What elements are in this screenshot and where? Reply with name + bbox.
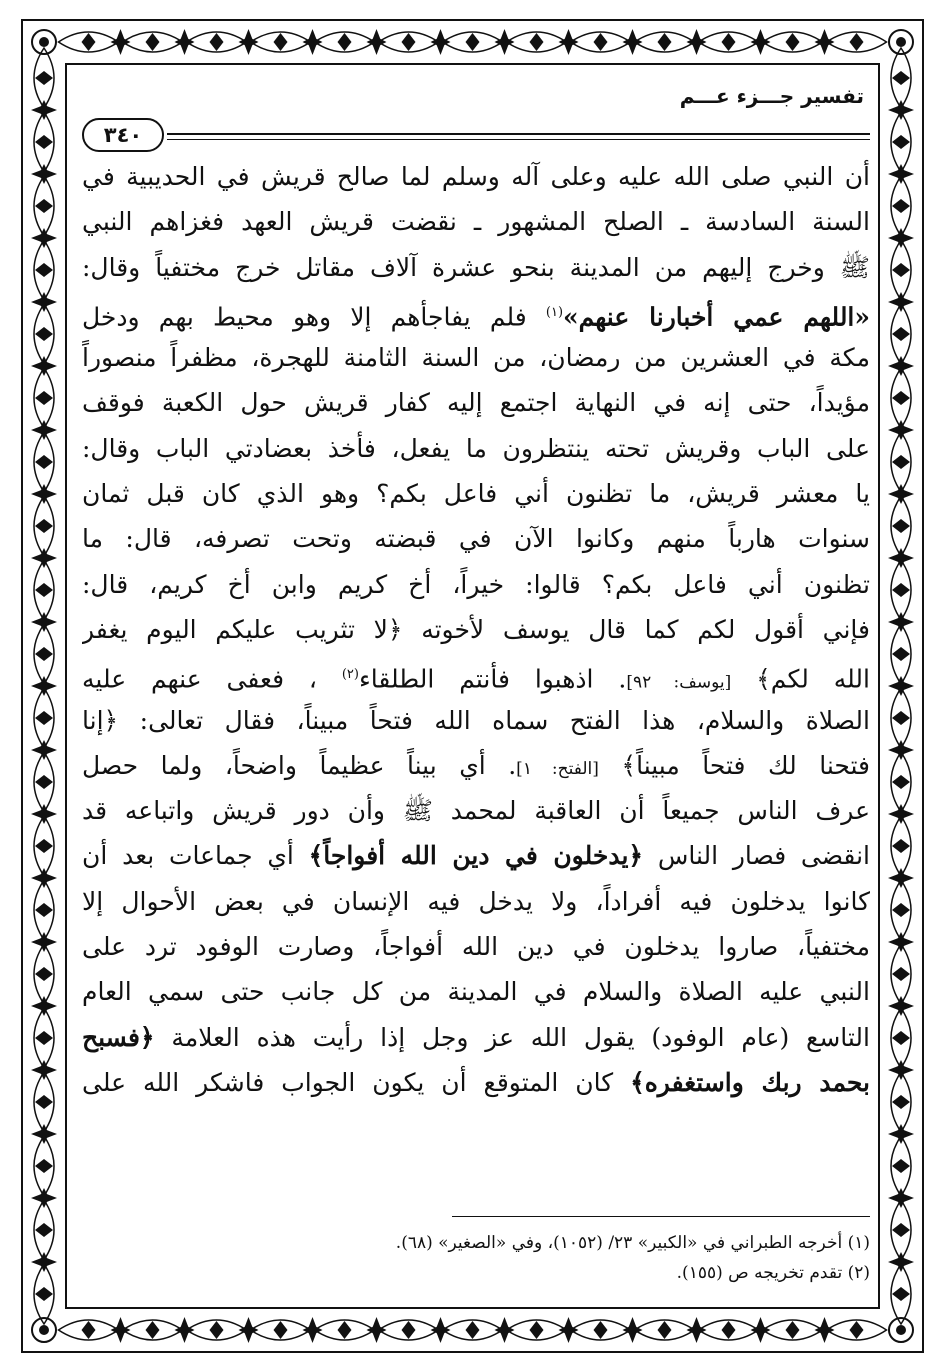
text-line: تظنون أني فاعل بكم؟ قالوا: خيراً، أخ كريم وابن أخ كريم، قال: bbox=[82, 569, 870, 599]
header-rule-thin bbox=[167, 139, 870, 140]
footnote-2: (٢) تقدم تخريجه ص (١٥٥). bbox=[676, 1263, 870, 1283]
footnotes bbox=[82, 1228, 870, 1288]
text-line: التاسع (عام الوفود) يقول الله عز وجل إذا رأيت هذه العلامة ﴿فسبح bbox=[82, 1022, 870, 1052]
text-line: انقضى فصار الناس ﴿يدخلون في دين الله أفواجاً﴾ أي جماعات بعد أن bbox=[82, 841, 870, 871]
page-content bbox=[82, 78, 870, 1304]
verse-quote: ﴿فسبح bbox=[82, 1022, 155, 1052]
page-number-badge: ٣٤٠ bbox=[82, 118, 164, 152]
text-line: على الباب وقريش تحته ينتظرون ما يفعل، فأخذ بعضادتي الباب وقال: bbox=[82, 433, 870, 463]
footnote-separator bbox=[452, 1216, 870, 1217]
running-title: تفسير جـــزء عـــم bbox=[679, 84, 864, 108]
text-line: مختفياً، صاروا يدخلون في دين الله أفواجاً، وصارت الوفود ترد على bbox=[82, 932, 870, 962]
text-line: بحمد ربك واستغفره﴾ كان المتوقع أن يكون الجواب فاشكر الله على bbox=[82, 1067, 870, 1097]
text-line: الله لكم﴾ [يوسف: ٩٢]. اذهبوا فأنتم الطلقاء$^{(٢)}$ ، فعفى عنهم عليه bbox=[82, 664, 870, 694]
text-line: فتحنا لك فتحاً مبيناً﴾ [الفتح: ١]. أي بيناً عظيماً واضحاً، ولما حصل bbox=[82, 750, 870, 780]
text-line: مؤيداً، حتى إنه في النهاية اجتمع إليه كفار قريش حول الكعبة فوقف bbox=[82, 388, 870, 418]
text-line: الصلاة والسلام، هذا الفتح سماه الله فتحاً مبيناً، فقال تعالى: ﴿إنا bbox=[82, 705, 870, 735]
text-line: النبي عليه الصلاة والسلام في المدينة من كل جانب حتى سمي العام bbox=[82, 977, 870, 1007]
hadith-quote: «اللهم عمي أخبارنا عنهم» bbox=[563, 302, 870, 332]
text-line: فإني أقول لكم كما قال يوسف لأخوته ﴿لا تثريب عليكم اليوم يغفر bbox=[82, 614, 870, 644]
text-line: أن النبي صلى الله عليه وعلى آله وسلم لما صالح قريش في الحديبية في bbox=[82, 162, 870, 191]
footnote-ref: (١) bbox=[545, 304, 564, 320]
text-line: «اللهم عمي أخبارنا عنهم»$^{(١)}$ فلم يفاجأهم إلا وهو محيط بهم ودخل bbox=[82, 302, 870, 332]
footnote-1: (١) أخرجه الطبراني في «الكبير» ٢٣/ (١٠٥٢)، وفي «الصغير» (٦٨). bbox=[395, 1233, 870, 1253]
text-line: مكة في العشرين من رمضان، من السنة الثامنة للهجرة، مظفراً منصوراً bbox=[82, 343, 870, 373]
text-line: يا معشر قريش، ما تظنون أني فاعل بكم؟ وهو الذي كان قبل ثمان bbox=[82, 479, 870, 509]
header-rule bbox=[167, 133, 870, 135]
footnote-ref: (٢) bbox=[341, 667, 359, 683]
verse-reference: [الفتح: ١] bbox=[516, 758, 599, 779]
verse-reference: [يوسف: ٩٢] bbox=[626, 672, 732, 693]
page-header bbox=[82, 78, 870, 148]
verse-quote: ﴿يدخلون في دين الله أفواجاً﴾ bbox=[308, 841, 644, 871]
text-line: كانوا يدخلون فيه أفراداً، ولا يدخل فيه الإنسان في بعض الأحوال إلا bbox=[82, 886, 870, 916]
body-text bbox=[82, 154, 870, 1105]
text-line: عرف الناس جميعاً أن العاقبة لمحمد ﷺ وأن دور قريش واتباعه قد bbox=[82, 796, 870, 826]
text-line: سنوات هارباً منهم وكانوا الآن في قبضته وتحت تصرفه، قال: ما bbox=[82, 524, 870, 554]
text-line: ﷺ وخرج إليهم من المدينة بنحو عشرة آلاف مقاتل خرج مختفياً وقال: bbox=[82, 252, 870, 282]
text-line: السنة السادسة ـ الصلح المشهور ـ نقضت قريش العهد فغزاهم النبي bbox=[82, 207, 870, 237]
verse-quote: بحمد ربك واستغفره﴾ bbox=[630, 1067, 870, 1097]
